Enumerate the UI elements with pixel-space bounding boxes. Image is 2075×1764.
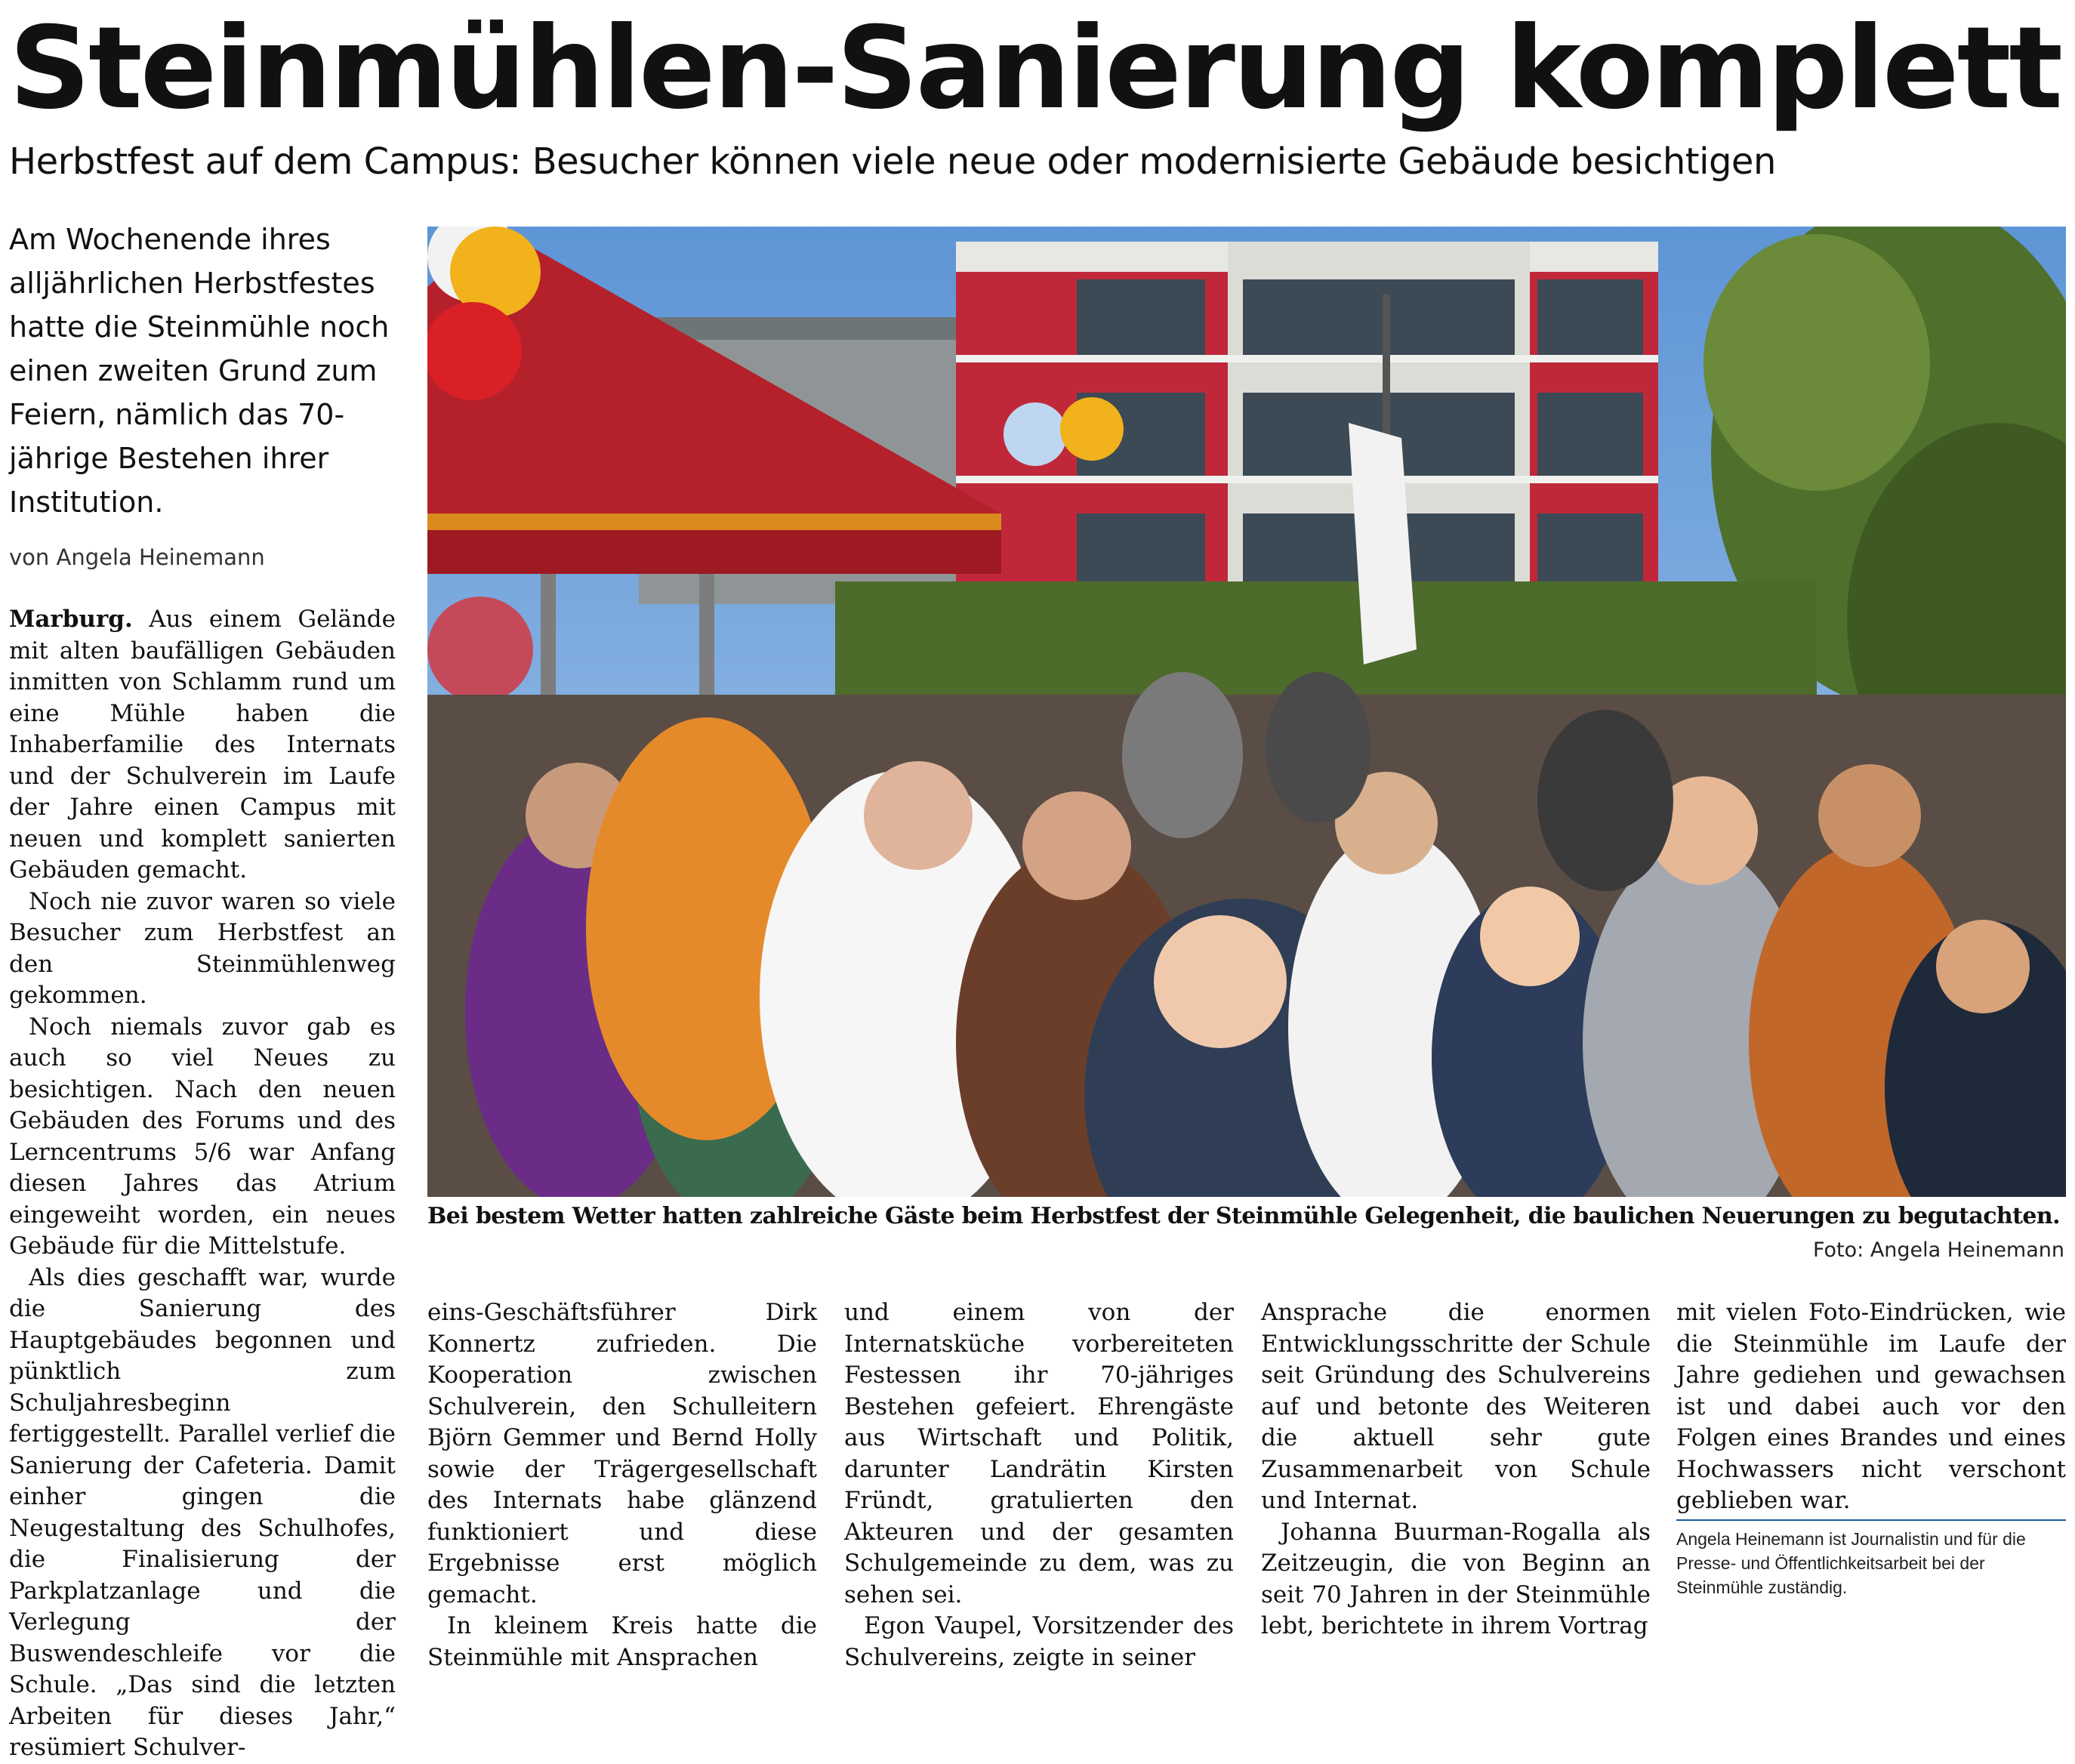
paragraph-text: Aus einem Gelände mit alten baufälligen Gebäuden inmitten von Schlamm rund um eine Mühle haben die Inhaberfamilie des Internats und der Schulverein im Laufe der Jahre einen Campus mit neuen und komplett sanierten Gebäuden gemacht. [9, 606, 396, 884]
body-paragraph: In kleinem Kreis hatte die Steinmühle mit Ansprachen [427, 1612, 817, 1671]
lead-paragraph: Am Wochenende ihres alljährlichen Herbstfestes hatte die Steinmühle noch einen zweiten Grund zum Feiern, nämlich das 70-jährige Bestehen ihrer Institution. [9, 223, 390, 519]
body-paragraph: Noch niemals zuvor gab es auch so viel Neues zu besichtigen. Nach den neuen Gebäuden des Forums und des Lerncentrums 5/6 war Anfang diesen Jahres das Atrium eingeweiht worden, ein neues Gebäude für die Mittelstufe. [9, 1013, 396, 1260]
festival-crowd-illustration [427, 227, 2066, 1197]
body-column-2 [427, 1297, 817, 1673]
body-column-1 [9, 604, 396, 1764]
photo-caption: Bei bestem Wetter hatten zahlreiche Gäste beim Herbstfest der Steinmühle Gelegenheit, die baulichen Neuerungen zu begutachten. [427, 1203, 2060, 1229]
body-paragraph: Noch nie zuvor waren so viele Besucher zum Herbstfest an den Steinmühlenweg gekommen. [9, 887, 396, 1009]
body-column-5 [1676, 1297, 2066, 1517]
body-paragraph: und einem von der Internatsküche vorbereiteten Festessen ihr 70-jähriges Bestehen gefeiert. Ehrengäste aus Wirtschaft und Politik, darunter Landrätin Kirsten Fründt, gratulierten den Akteuren und der gesamten Schulgemeinde zu dem, was zu sehen sei. [844, 1299, 1234, 1608]
body-paragraph: Ansprache die enormen Entwicklungsschritte der Schule seit Gründung des Schulvereins auf und betonte des Weiteren die aktuell sehr gute Zusammenarbeit von Schule und Internat. [1261, 1299, 1651, 1514]
body-paragraph: Als dies geschafft war, wurde die Sanierung des Hauptgebäudes begonnen und pünktlich zum Schuljahresbeginn fertiggestellt. Parallel verlief die Sanierung der Cafeteria. Damit einher gingen die Neugestaltung des Schulhofes, die Finalisierung der Parkplatzanlage und die Verlegung der Buswendeschleife vor die Schule. „Das sind die letzten Arbeiten für dieses Jahr,“ resümiert Schulver- [9, 1263, 396, 1761]
subheadline: Herbstfest auf dem Campus: Besucher können viele neue oder modernisierte Gebäude besichtigen [9, 140, 1776, 183]
body-paragraph: eins-Geschäftsführer Dirk Konnertz zufrieden. Die Kooperation zwischen Schulverein, den Schulleitern Björn Gemmer und Bernd Holly sowie der Trägergesellschaft des Internats habe glänzend funktioniert und diese Ergebnisse erst möglich gemacht. [427, 1299, 817, 1608]
headline: Steinmühlen-Sanierung komplett [9, 3, 2061, 134]
body-paragraph: mit vielen Foto-Eindrücken, wie die Steinmühle im Laufe der Jahre gediehen und gewachsen ist und dabei auch vor den Folgen eines Brandes und eines Hochwassers nicht verschont geblieben war. [1676, 1299, 2066, 1514]
body-paragraph: Johanna Buurman-Rogalla als Zeitzeugin, die von Beginn an seit 70 Jahren in der Steinmühle lebt, berichtete in ihrem Vortrag [1261, 1518, 1651, 1639]
festival-photo [427, 227, 2066, 1197]
body-column-4 [1261, 1297, 1651, 1642]
body-column-3 [844, 1297, 1234, 1673]
photo-credit: Foto: Angela Heinemann [1812, 1238, 2064, 1262]
dateline: Marburg. [9, 606, 133, 633]
body-paragraph: Egon Vaupel, Vorsitzender des Schulvereins, zeigte in seiner [844, 1612, 1234, 1671]
byline: von Angela Heinemann [9, 544, 265, 570]
body-paragraph [9, 604, 396, 887]
author-note: Angela Heinemann ist Journalistin und für die Presse- und Öffentlichkeitsarbeit bei der Steinmühle zuständig. [1676, 1519, 2066, 1599]
